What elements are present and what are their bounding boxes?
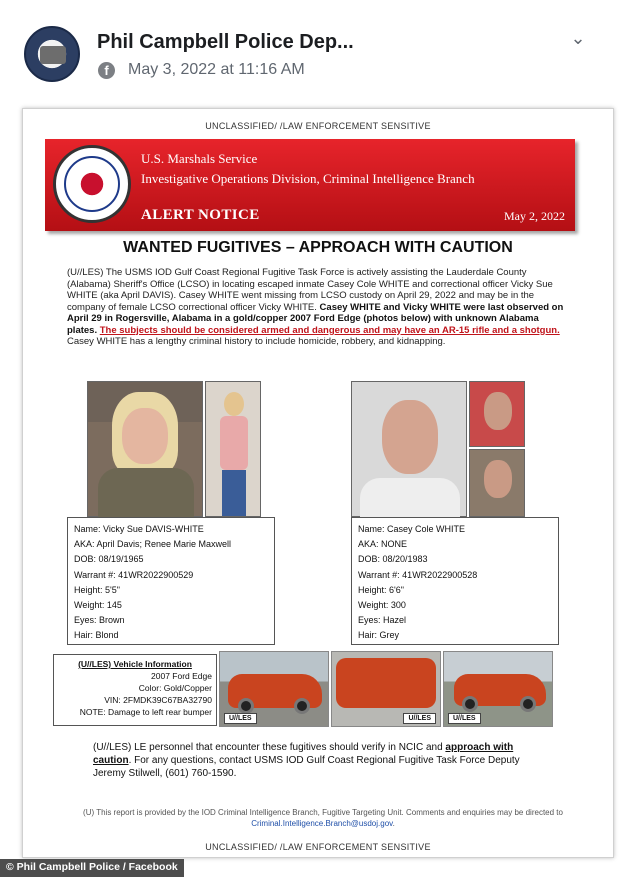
casey-white-photo-small-1 [469, 381, 525, 447]
vicky-eyes: Eyes: Brown [74, 615, 125, 626]
casey-height: Height: 6'6" [358, 584, 404, 595]
intro-paragraph [67, 267, 567, 348]
intro-text-2: Casey WHITE has a lengthy criminal history to include homicide, robbery, and kidnapping. [67, 336, 446, 347]
vicky-dob: DOB: 08/19/1965 [74, 554, 144, 565]
banner-division: Investigative Operations Division, Criminal Intelligence Branch [141, 171, 475, 186]
classification-bottom: UNCLASSIFIED/ /LAW ENFORCEMENT SENSITIVE [205, 842, 431, 852]
vicky-aka: AKA: April Davis; Renee Marie Maxwell [74, 539, 232, 550]
casey-white-mugshot [351, 381, 467, 517]
flyer-title: WANTED FUGITIVES – APPROACH WITH CAUTION [123, 239, 513, 256]
closing-text-1: (U//LES) LE personnel that encounter these fugitives should verify in NCIC and [93, 742, 446, 753]
vehicle-note: NOTE: Damage to left rear bumper [79, 707, 212, 717]
vicky-white-photo [87, 381, 203, 517]
post-timestamp[interactable]: May 3, 2022 at 11:16 AM [128, 61, 305, 78]
vicky-warrant: Warrant #: 41WR2022900529 [74, 569, 194, 580]
closing-caution: approach with caution [93, 742, 514, 766]
vicky-name: Name: Vicky Sue DAVIS-WHITE [74, 524, 204, 534]
vehicle-model: 2007 Ford Edge [151, 671, 212, 681]
banner-alert-label: ALERT NOTICE [141, 207, 260, 223]
photo-credit: © Phil Campbell Police / Facebook [0, 859, 184, 877]
vehicle-photo-rear [331, 651, 441, 727]
vicky-white-full-body-photo [205, 381, 261, 517]
casey-hair: Hair: Grey [358, 630, 400, 641]
closing-text-2: . For any questions, contact USMS IOD Gulf Coast Regional Fugitive Task Force Deputy Jeremy Stilwell, (601) 760-1590. [93, 755, 520, 779]
casey-white-photo-small-2 [469, 449, 525, 517]
contact-email-link[interactable]: Criminal.Intelligence.Branch@usdoj.gov [251, 819, 393, 828]
page-name-link[interactable]: Phil Campbell Police Dep... [97, 31, 354, 53]
footnote-text-2: . [392, 819, 395, 828]
vicky-weight: Weight: 145 [74, 600, 122, 611]
chevron-down-icon[interactable]: ⌄ [570, 28, 586, 48]
intro-last-seen: Casey WHITE and Vicky WHITE were last observed on April 29 in Rogersville, Alabama in a gold/copper 2007 Ford Edge (photos below) with unknown Alabama plates. [67, 301, 564, 336]
alert-banner [45, 139, 575, 231]
photo-tag: U//LES [448, 713, 481, 724]
post-header [0, 0, 634, 96]
classification-top: UNCLASSIFIED/ /LAW ENFORCEMENT SENSITIVE [205, 121, 431, 131]
police-seal-avatar[interactable] [24, 26, 80, 82]
wanted-flyer-image [22, 108, 614, 858]
photo-tag: U//LES [403, 713, 436, 724]
vicky-height: Height: 5'5" [74, 584, 120, 595]
footnote [63, 807, 583, 829]
vehicle-vin: VIN: 2FMDK39C67BA32790 [104, 695, 212, 705]
marshals-seal-icon [53, 145, 131, 223]
casey-weight: Weight: 300 [358, 600, 406, 611]
casey-aka: AKA: NONE [358, 539, 408, 550]
train-emblem-icon [40, 46, 66, 64]
banner-agency: U.S. Marshals Service [141, 151, 258, 166]
casey-eyes: Eyes: Hazel [358, 615, 407, 626]
vehicle-heading: (U//LES) Vehicle Information [78, 659, 192, 669]
banner-date: May 2, 2022 [504, 209, 565, 223]
intro-warning: The subjects should be considered armed and dangerous and may have an AR-15 rifle and a shotgun. [99, 324, 560, 336]
vehicle-info-box [53, 654, 217, 726]
casey-warrant: Warrant #: 41WR2022900528 [358, 569, 478, 580]
intro-text-1: (U//LES) The USMS IOD Gulf Coast Regional Fugitive Task Force is actively assisting the Lauderdale County (Alabama) Sheriff's Office (LCSO) in locating escaped inmate Casey Cole WHITE and correctional officer Vicky Sue WHITE (aka April DAVIS). Casey WHITE went missing from LCSO custody on April 29, 2022 and may be in the company of female LCSO correctional officer Vicky WHITE. [67, 267, 553, 313]
casey-name: Name: Casey Cole WHITE [358, 524, 466, 534]
vehicle-photo-front [219, 651, 329, 727]
vicky-info-box [67, 517, 275, 645]
vehicle-color: Color: Gold/Copper [138, 683, 212, 693]
facebook-icon: f [98, 62, 115, 79]
footnote-text-1: (U) This report is provided by the IOD Criminal Intelligence Branch, Fugitive Targeting Unit. Comments and enquiries may be directed to [83, 808, 563, 817]
vehicle-photo-side [443, 651, 553, 727]
casey-info-box [351, 517, 559, 645]
photo-tag: U//LES [224, 713, 257, 724]
vicky-hair: Hair: Blond [74, 630, 119, 641]
closing-paragraph [93, 741, 553, 780]
casey-dob: DOB: 08/20/1983 [358, 554, 428, 565]
